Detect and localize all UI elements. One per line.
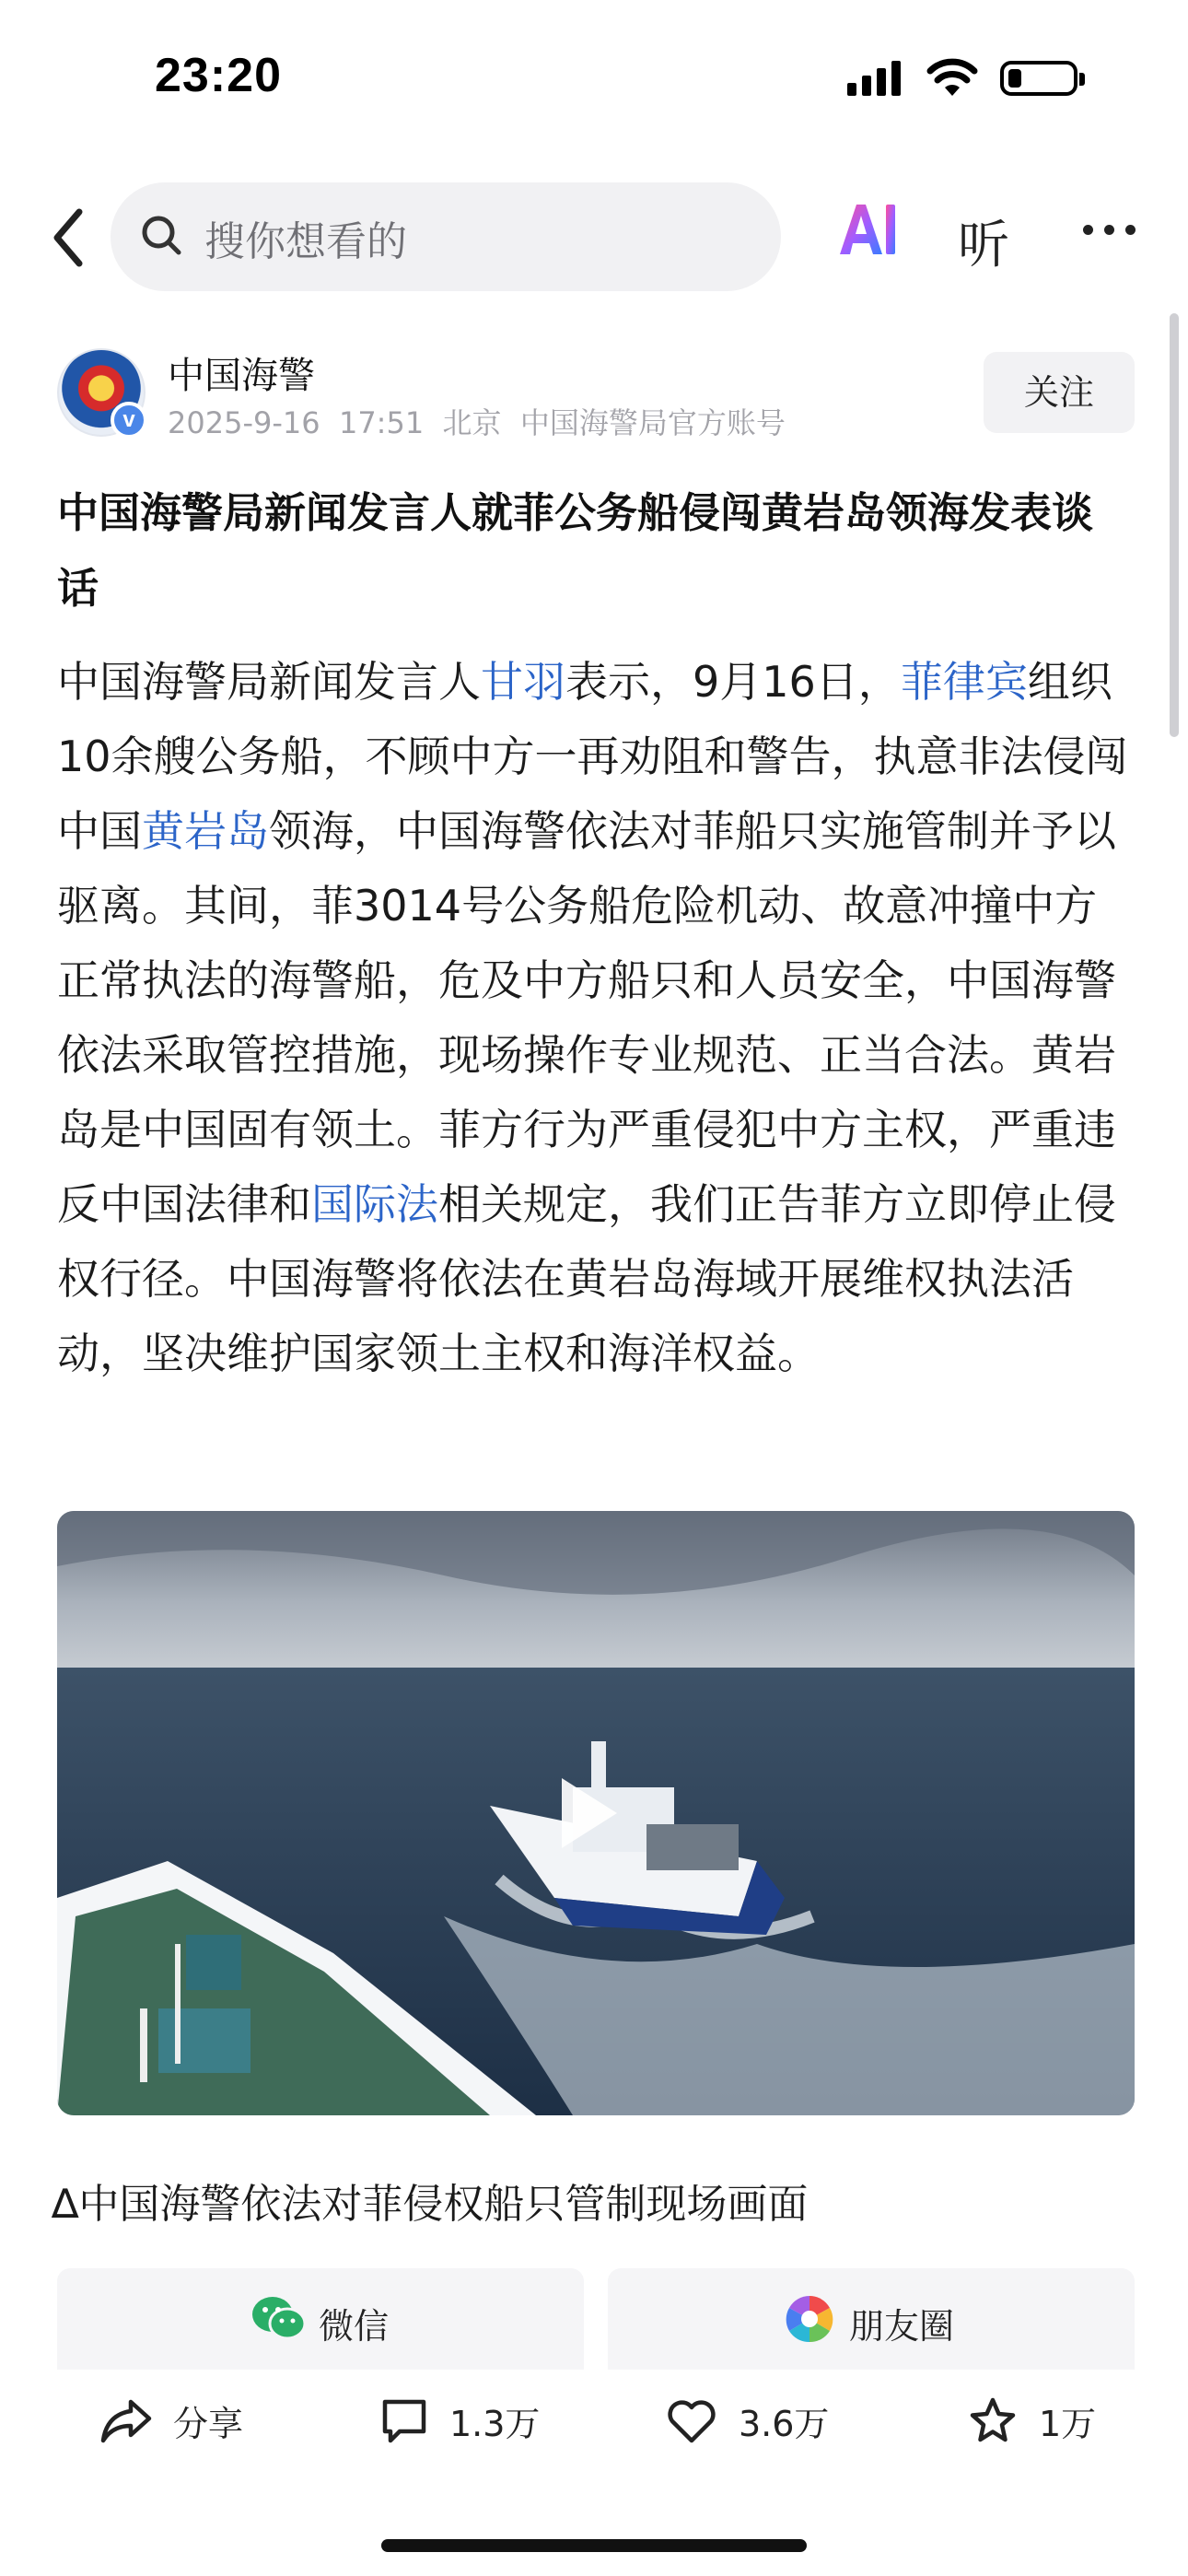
back-icon[interactable] [42,201,98,275]
article-link[interactable]: 甘羽 [481,657,565,707]
share-label: 分享 [173,2404,244,2444]
article-text: 相关规定，我们正告菲方立即停止侵权行径。中国海警将依法在黄岩岛海域开展维权执法活动，坚决维护国家领土主权和海洋权益。 [57,1179,1116,1378]
article-link[interactable]: 菲律宾 [900,657,1028,707]
cellular-signal-icon [847,61,901,96]
home-indicator[interactable] [381,2539,807,2552]
moments-icon [785,2294,834,2344]
favorite-count: 1万 [1039,2404,1097,2444]
post-location: 北京 [442,405,502,440]
article-title: 中国海警局新闻发言人就菲公务船侵闯黄岩岛领海发表谈话 [57,488,1094,613]
favorite-icon [967,2396,1019,2446]
article-body [57,645,1135,1391]
play-icon[interactable] [562,1778,617,1848]
article-text: 组织10余艘公务船，不顾中方一再劝阻和警告，执意非法侵闯中国 [57,657,1128,856]
battery-icon [1000,61,1077,96]
favorite-action[interactable] [967,2395,1096,2446]
article-text: 中国海警局新闻发言人 [57,657,481,707]
article-link[interactable]: 黄岩岛 [142,806,269,856]
search-placeholder: 搜你想看的 [204,218,407,265]
comment-icon [379,2396,429,2446]
share-moments-label: 朋友圈 [849,2306,955,2347]
comment-count: 1.3万 [449,2404,541,2444]
share-wechat-label: 微信 [319,2306,390,2347]
like-icon [665,2396,718,2446]
like-count: 3.6万 [739,2404,830,2444]
video-caption: ∆中国海警依法对菲侵权船只管制现场画面 [52,2181,809,2228]
like-action[interactable] [665,2395,829,2446]
more-icon[interactable] [1083,225,1136,235]
wifi-icon [926,57,978,98]
wechat-icon [250,2292,308,2344]
post-date: 2025-9-16 [168,405,320,440]
share-icon [99,2396,153,2446]
scrollbar[interactable] [1170,313,1179,737]
comment-action[interactable] [379,2395,540,2446]
verified-badge-icon: v [111,402,147,439]
author-name[interactable]: 中国海警 [168,355,315,397]
share-action[interactable] [99,2395,243,2446]
listen-button[interactable]: 听 [958,216,1009,275]
author-meta [168,400,786,442]
article-link[interactable]: 国际法 [311,1179,438,1229]
status-time: 23:20 [155,49,282,102]
ai-icon[interactable] [834,197,901,263]
search-icon [138,212,186,260]
post-time: 17:51 [338,405,425,440]
article-text: 领海，中国海警依法对菲船只实施管制并予以驱离。其间，菲3014号公务船危险机动、故意冲撞中方正常执法的海警船，危及中方船只和人员安全，中国海警依法采取管控措施，现场操作专业规范、正当合法。黄岩岛是中国固有领土。菲方行为严重侵犯中方主权，严重违反中国法律和 [57,806,1116,1229]
account-type: 中国海警局官方账号 [519,405,786,440]
follow-button[interactable]: 关注 [984,352,1135,433]
article-text: 表示，9月16日， [565,657,901,707]
